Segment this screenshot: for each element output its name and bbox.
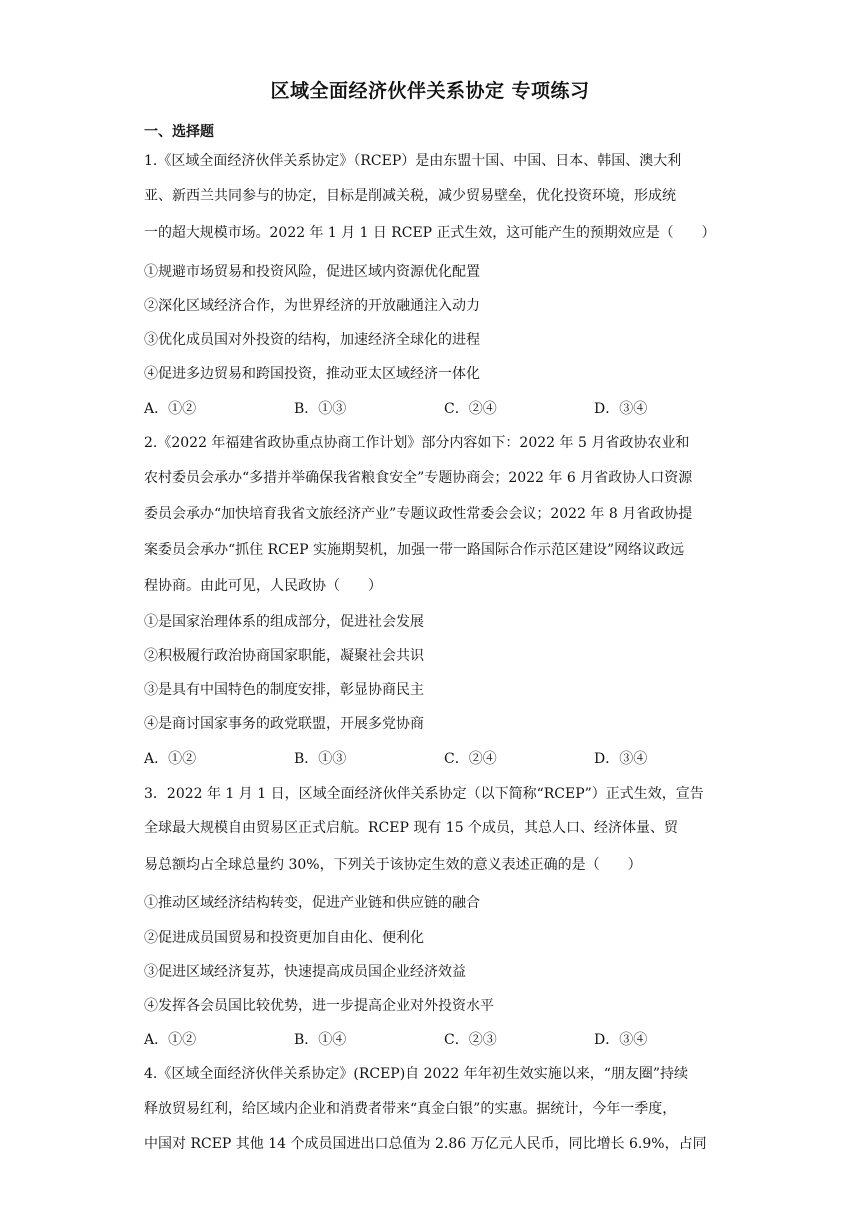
q1-stem-line: 一的超大规模市场。2022 年 1 月 1 日 RCEP 正式生效，这可能产生的预期效应是（ ） xyxy=(144,225,716,241)
q2-option-b: B．①③ xyxy=(294,751,347,767)
q3-statement: ③促进区域经济复苏，快速提高成员国企业经济效益 xyxy=(144,964,466,980)
q3-statement: ②促进成员国贸易和投资更加自由化、便利化 xyxy=(144,930,424,946)
q2-option-a: A．①② xyxy=(144,751,197,767)
q2-stem-line: 2.《2022 年福建省政协重点协商工作计划》部分内容如下：2022 年 5 月省政协农业和 xyxy=(144,435,690,451)
q1-option-d: D．③④ xyxy=(594,401,648,417)
q3-option-b: B．①④ xyxy=(294,1032,347,1048)
q3-stem-line: 全球最大规模自由贸易区正式启航。RCEP 现有 15 个成员，其总人口、经济体量、贸 xyxy=(144,820,679,836)
q4-stem-line: 4.《区域全面经济伙伴关系协定》(RCEP)自 2022 年年初生效实施以来，“朋友圈”持续 xyxy=(144,1066,689,1082)
q4-stem-line: 中国对 RCEP 其他 14 个成员国进出口总值为 2.86 万亿元人民币，同比增长 6.9%，占同 xyxy=(144,1136,707,1152)
q1-option-a: A．①② xyxy=(144,401,197,417)
q3-option-c: C．②③ xyxy=(444,1032,497,1048)
q2-statement: ④是商讨国家事务的政党联盟，开展多党协商 xyxy=(144,716,424,732)
q1-statement: ③优化成员国对外投资的结构，加速经济全球化的进程 xyxy=(144,332,480,348)
q1-statement: ①规避市场贸易和投资风险，促进区域内资源优化配置 xyxy=(144,264,480,280)
q3-option-d: D．③④ xyxy=(594,1032,648,1048)
q1-statement: ④促进多边贸易和跨国投资，推动亚太区域经济一体化 xyxy=(144,366,480,382)
q2-stem-line: 委员会承办“加快培育我省文旅经济产业”专题议政性常委会会议；2022 年 8 月省政协提 xyxy=(144,506,693,522)
q3-statement: ①推动区域经济结构转变，促进产业链和供应链的融合 xyxy=(144,895,480,911)
q3-statement: ④发挥各会员国比较优势，进一步提高企业对外投资水平 xyxy=(144,998,494,1014)
q3-stem-line: 3．2022 年 1 月 1 日，区域全面经济伙伴关系协定（以下简称“RCEP”）正式生效，宣告 xyxy=(144,786,704,802)
q1-stem-line: 1.《区域全面经济伙伴关系协定》（RCEP）是由东盟十国、中国、日本、韩国、澳大利 xyxy=(144,153,682,169)
q2-option-c: C．②④ xyxy=(444,751,497,767)
q1-option-b: B．①③ xyxy=(294,401,347,417)
page-title: 区域全面经济伙伴关系协定 专项练习 xyxy=(270,80,590,102)
q2-statement: ①是国家治理体系的组成部分，促进社会发展 xyxy=(144,614,424,630)
q1-stem-line: 亚、新西兰共同参与的协定，目标是削减关税，减少贸易壁垒，优化投资环境，形成统 xyxy=(144,188,676,204)
q2-stem-line: 农村委员会承办“多措并举确保我省粮食安全”专题协商会；2022 年 6 月省政协人口资源 xyxy=(144,470,693,486)
q2-stem-line: 程协商。由此可见，人民政协（ ） xyxy=(144,578,382,594)
q2-statement: ②积极履行政治协商国家职能，凝聚社会共识 xyxy=(144,648,424,664)
q2-stem-line: 案委员会承办“抓住 RCEP 实施期契机，加强一带一路国际合作示范区建设”网络议政远 xyxy=(144,542,685,558)
q1-option-c: C．②④ xyxy=(444,401,497,417)
q2-option-d: D．③④ xyxy=(594,751,648,767)
q3-stem-line: 易总额均占全球总量约 30%，下列关于该协定生效的意义表述正确的是（ ） xyxy=(144,857,642,873)
section-heading: 一、选择题 xyxy=(144,124,214,140)
q1-statement: ②深化区域经济合作，为世界经济的开放融通注入动力 xyxy=(144,298,480,314)
q4-stem-line: 释放贸易红利，给区域内企业和消费者带来“真金白银”的实惠。据统计，今年一季度， xyxy=(144,1101,677,1117)
q3-option-a: A．①② xyxy=(144,1032,197,1048)
q2-statement: ③是具有中国特色的制度安排，彰显协商民主 xyxy=(144,682,424,698)
